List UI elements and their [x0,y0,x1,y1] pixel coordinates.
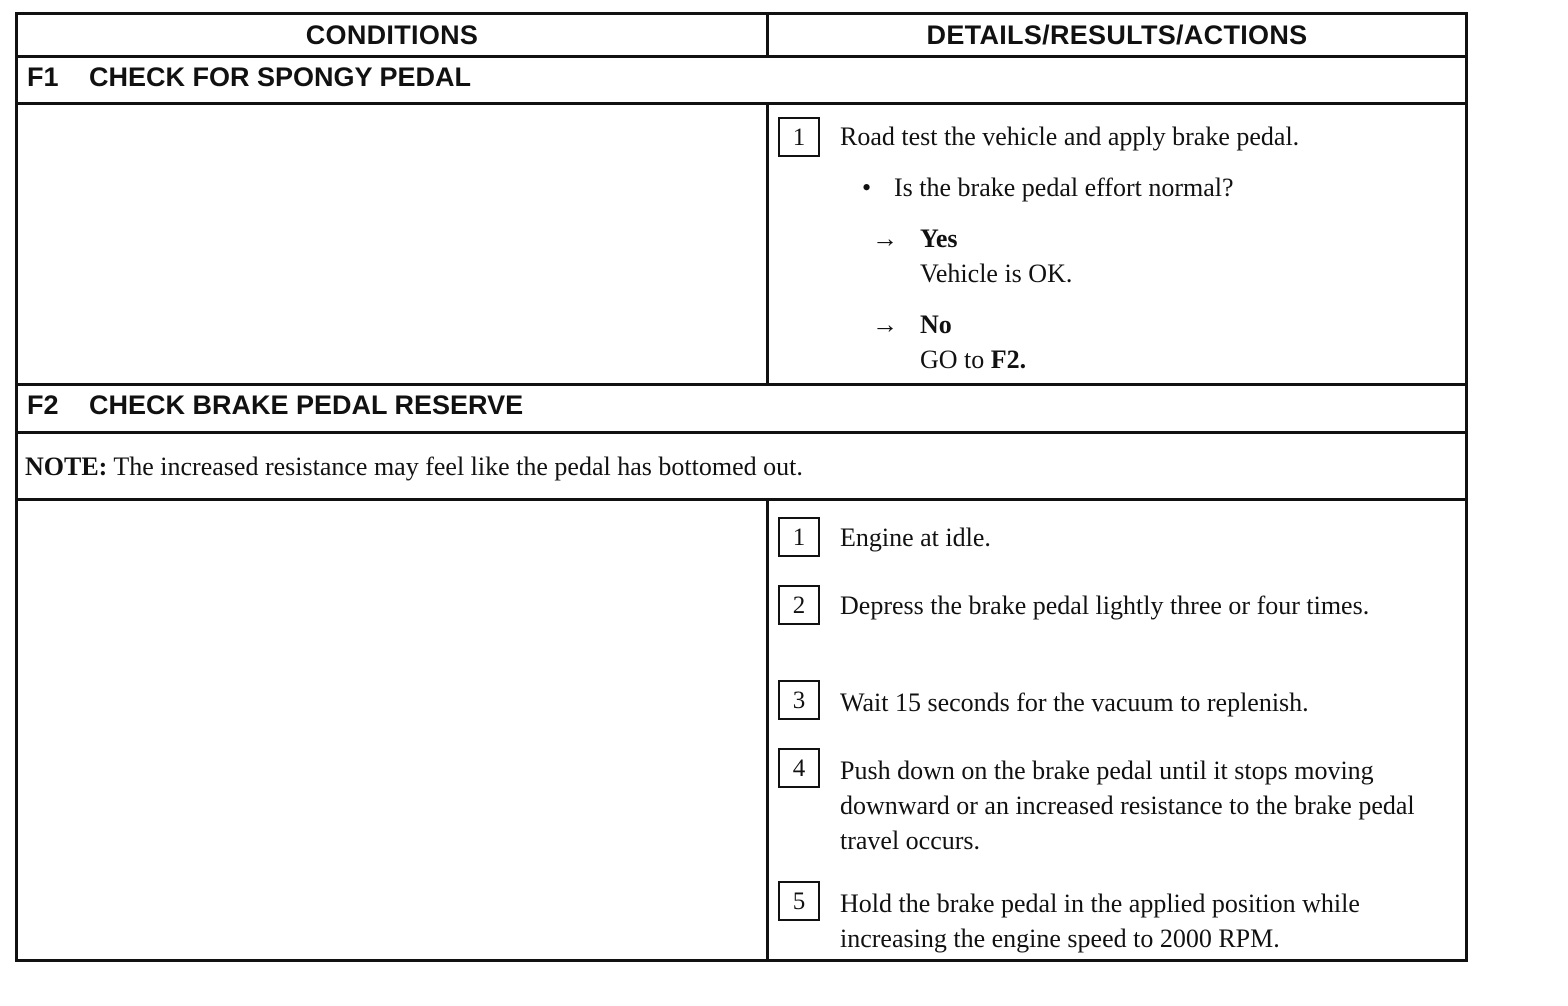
f2-step-3-text: Wait 15 seconds for the vacuum to replenish. [840,688,1309,717]
conditions-header: CONDITIONS [305,20,479,50]
f2-step-1-text: Engine at idle. [840,523,991,552]
details-header: DETAILS/RESULTS/ACTIONS [926,20,1308,50]
f1-title-divider [15,102,1468,105]
arrow-right-icon: → [872,224,898,253]
f1-step-1-text: Road test the vehicle and apply brake pedal. [840,122,1300,151]
no-label: No [920,310,952,339]
f2-step-3-number: 3 [778,680,820,720]
arrow-right-icon: → [872,310,898,339]
note-divider [15,498,1468,501]
f2-step-2-number: 2 [778,585,820,625]
f1-column-divider [766,102,769,386]
f2-code: F2 [27,390,59,420]
f1-section-title [27,62,471,93]
no-result-prefix: GO to [920,345,991,374]
no-result-target: F2. [990,345,1027,374]
f2-title-divider [15,431,1468,434]
f2-step-4-number: 4 [778,748,820,788]
yes-label: Yes [920,224,958,253]
f2-top-divider [15,383,1468,386]
yes-result: Vehicle is OK. [920,259,1073,288]
bullet-icon: • [862,173,872,202]
f2-section-title [27,390,523,421]
f2-step-2-text: Depress the brake pedal lightly three or four times. [840,591,1370,620]
no-result [920,342,1026,377]
f1-question: Is the brake pedal effort normal? [894,173,1234,202]
note-text: The increased resistance may feel like the pedal has bottomed out. [107,452,803,481]
f2-note [25,452,803,482]
f2-title: CHECK BRAKE PEDAL RESERVE [89,390,524,420]
f2-step-1-number: 1 [778,517,820,557]
f2-column-divider [766,498,769,962]
f2-step-5-text: Hold the brake pedal in the applied position while increasing the engine speed to 2000 RPM. [840,889,1360,953]
f1-step-1-number: 1 [778,117,820,157]
f2-step-4-text: Push down on the brake pedal until it stops moving downward or an increased resistance to the brake pedal travel occurs. [840,756,1415,855]
note-label: NOTE: [25,452,108,481]
f1-code: F1 [27,62,59,92]
f1-title: CHECK FOR SPONGY PEDAL [89,62,472,92]
f2-step-5-number: 5 [778,881,820,921]
